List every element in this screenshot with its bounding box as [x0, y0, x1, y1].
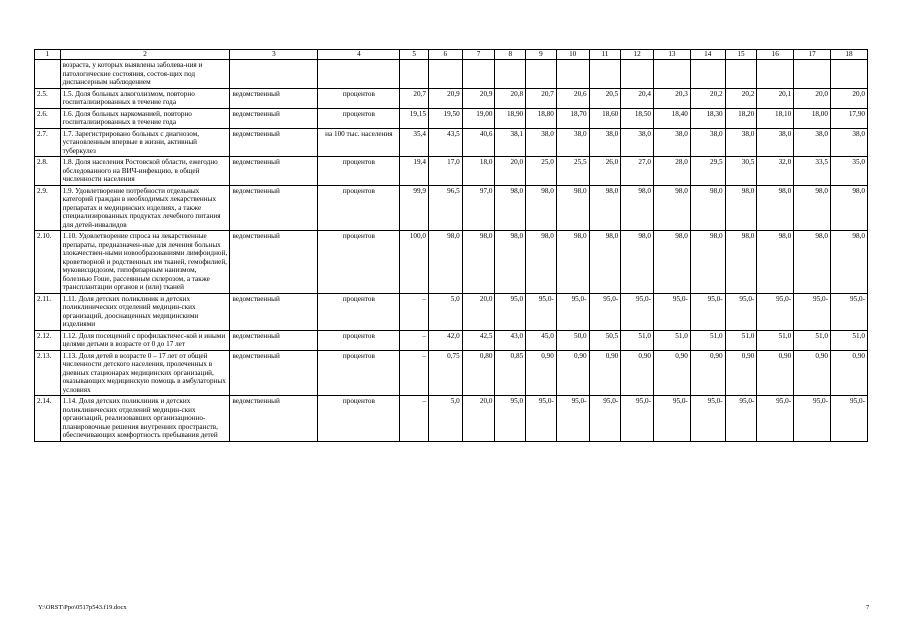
column-header-17: 17 — [794, 50, 831, 60]
value-cell: 18,30 — [690, 108, 725, 128]
value-cell: 43,0 — [495, 330, 526, 350]
value-cell: 95,0- — [654, 293, 691, 330]
indicator-name-cell: 1.12. Доля посещений с профилактичес-кой и иными целями детьми в возрасте от 0 до 17 лет — [60, 330, 230, 350]
value-cell: 38,0 — [654, 128, 691, 157]
value-cell: 18,0 — [462, 157, 495, 186]
value-cell: 27,0 — [621, 157, 654, 186]
value-cell: 38,0 — [690, 128, 725, 157]
value-cell: – — [400, 293, 429, 330]
unit-cell: процентов — [318, 88, 400, 108]
indicators-table — [34, 49, 868, 442]
value-cell: 0,90 — [621, 350, 654, 396]
value-cell: 25,0 — [526, 157, 557, 186]
value-cell: 95,0- — [830, 293, 867, 330]
value-cell: 51,0 — [757, 330, 794, 350]
value-cell: 95,0- — [690, 396, 725, 442]
value-cell: 42,0 — [428, 330, 462, 350]
value-cell: 0,75 — [428, 350, 462, 396]
value-cell: 50,0 — [556, 330, 589, 350]
table-row — [35, 88, 868, 108]
value-cell: 5,0 — [428, 293, 462, 330]
value-cell — [428, 60, 462, 89]
value-cell: 95,0 — [495, 293, 526, 330]
value-cell: 5,0 — [428, 396, 462, 442]
value-cell: 20,0 — [462, 396, 495, 442]
value-cell: 38,0 — [757, 128, 794, 157]
value-cell: 98,0 — [690, 231, 725, 294]
value-cell: 0,90 — [654, 350, 691, 396]
column-header-11: 11 — [589, 50, 621, 60]
value-cell: 95,0- — [654, 396, 691, 442]
indicator-name-cell: 1.8. Доля населения Ростовской области, ежегодно обследованного на ВИЧ-инфекцию, в общей численности населения — [60, 157, 230, 186]
value-cell: 98,0 — [556, 185, 589, 231]
column-header-3: 3 — [230, 50, 318, 60]
value-cell: 98,0 — [526, 231, 557, 294]
value-cell: 0,90 — [794, 350, 831, 396]
value-cell: 95,0- — [725, 396, 757, 442]
value-cell: 20,0 — [794, 88, 831, 108]
row-number-cell: 2.7. — [35, 128, 61, 157]
value-cell — [462, 60, 495, 89]
value-cell: 38,0 — [621, 128, 654, 157]
unit-cell: процентов — [318, 330, 400, 350]
value-cell: 0,90 — [556, 350, 589, 396]
value-cell: – — [400, 350, 429, 396]
value-cell: 38,0 — [556, 128, 589, 157]
data-source-cell: ведомственный — [230, 293, 318, 330]
value-cell: 19,00 — [462, 108, 495, 128]
value-cell: 0,90 — [526, 350, 557, 396]
value-cell: 98,0 — [462, 231, 495, 294]
column-header-6: 6 — [428, 50, 462, 60]
value-cell: 98,0 — [654, 231, 691, 294]
row-number-cell: 2.12. — [35, 330, 61, 350]
value-cell: 98,0 — [725, 231, 757, 294]
value-cell: 0,80 — [462, 350, 495, 396]
value-cell: 95,0- — [830, 396, 867, 442]
value-cell: 38,0 — [830, 128, 867, 157]
value-cell: 20,3 — [654, 88, 691, 108]
value-cell: 51,0 — [690, 330, 725, 350]
indicator-name-cell: 1.6. Доля больных наркоманией, повторно госпитализированных в течение года — [60, 108, 230, 128]
value-cell: 38,0 — [589, 128, 621, 157]
column-header-13: 13 — [654, 50, 691, 60]
value-cell: 20,0 — [462, 293, 495, 330]
value-cell: 18,90 — [495, 108, 526, 128]
column-header-9: 9 — [526, 50, 557, 60]
table-row — [35, 108, 868, 128]
row-number-cell: 2.8. — [35, 157, 61, 186]
value-cell: 29,5 — [690, 157, 725, 186]
value-cell: 32,0 — [757, 157, 794, 186]
data-source-cell: ведомственный — [230, 231, 318, 294]
value-cell: 30,5 — [725, 157, 757, 186]
column-header-15: 15 — [725, 50, 757, 60]
indicator-name-cell: 1.7. Зарегистрировано больных с диагнозом, установленным впервые в жизни, активный туберкулез — [60, 128, 230, 157]
table-row — [35, 185, 868, 231]
footer-file-path: Y:\ORST\Ppo\0517p543.f19.docx — [38, 604, 127, 611]
page-number: 7 — [866, 604, 870, 611]
value-cell: 20,5 — [589, 88, 621, 108]
value-cell: 18,10 — [757, 108, 794, 128]
value-cell: 95,0- — [589, 293, 621, 330]
value-cell: 17,90 — [830, 108, 867, 128]
row-number-cell: 2.10. — [35, 231, 61, 294]
table-row — [35, 157, 868, 186]
value-cell: 45,0 — [526, 330, 557, 350]
value-cell: 95,0- — [690, 293, 725, 330]
unit-cell: процентов — [318, 108, 400, 128]
value-cell: 95,0- — [794, 396, 831, 442]
data-source-cell — [230, 60, 318, 89]
data-source-cell: ведомственный — [230, 350, 318, 396]
table-row — [35, 396, 868, 442]
value-cell: 98,0 — [690, 185, 725, 231]
table-body — [35, 60, 868, 442]
value-cell: 0,90 — [589, 350, 621, 396]
value-cell: 20,1 — [757, 88, 794, 108]
value-cell: 20,8 — [495, 88, 526, 108]
table-row — [35, 128, 868, 157]
value-cell: 35,4 — [400, 128, 429, 157]
row-number-cell: 2.13. — [35, 350, 61, 396]
data-source-cell: ведомственный — [230, 128, 318, 157]
value-cell: 51,0 — [725, 330, 757, 350]
row-number-cell: 2.11. — [35, 293, 61, 330]
value-cell: 95,0- — [556, 293, 589, 330]
value-cell — [589, 60, 621, 89]
indicator-name-cell: возраста, у которых выявлены заболева-ния и патологические состояния, состоя-щих под диспансерным наблюдением — [60, 60, 230, 89]
value-cell: 98,0 — [794, 231, 831, 294]
value-cell: 38,0 — [794, 128, 831, 157]
value-cell: 18,40 — [654, 108, 691, 128]
value-cell: 99,9 — [400, 185, 429, 231]
value-cell: – — [400, 330, 429, 350]
value-cell: 95,0- — [725, 293, 757, 330]
value-cell: 51,0 — [654, 330, 691, 350]
value-cell — [495, 60, 526, 89]
value-cell: 100,0 — [400, 231, 429, 294]
value-cell — [621, 60, 654, 89]
value-cell: 95,0- — [556, 396, 589, 442]
column-header-8: 8 — [495, 50, 526, 60]
value-cell: 98,0 — [428, 231, 462, 294]
value-cell: 98,0 — [556, 231, 589, 294]
value-cell: 98,0 — [621, 185, 654, 231]
header-row — [35, 50, 868, 60]
value-cell: 20,4 — [621, 88, 654, 108]
column-header-7: 7 — [462, 50, 495, 60]
value-cell: 51,0 — [830, 330, 867, 350]
value-cell: 19,15 — [400, 108, 429, 128]
value-cell: 0,85 — [495, 350, 526, 396]
value-cell: 38,0 — [526, 128, 557, 157]
value-cell: 98,0 — [830, 231, 867, 294]
column-header-4: 4 — [318, 50, 400, 60]
value-cell: 20,2 — [725, 88, 757, 108]
value-cell: 98,0 — [589, 185, 621, 231]
value-cell: 20,7 — [526, 88, 557, 108]
value-cell: 42,5 — [462, 330, 495, 350]
value-cell: 18,60 — [589, 108, 621, 128]
value-cell: 95,0- — [589, 396, 621, 442]
value-cell: 38,1 — [495, 128, 526, 157]
row-number-cell: 2.6. — [35, 108, 61, 128]
table-row — [35, 330, 868, 350]
value-cell — [830, 60, 867, 89]
value-cell: 35,0 — [830, 157, 867, 186]
value-cell: 50,5 — [589, 330, 621, 350]
value-cell: 20,7 — [400, 88, 429, 108]
value-cell: 95,0- — [757, 293, 794, 330]
value-cell: 98,0 — [794, 185, 831, 231]
value-cell: 97,0 — [462, 185, 495, 231]
value-cell: 95,0 — [495, 396, 526, 442]
row-number-cell — [35, 60, 61, 89]
data-source-cell: ведомственный — [230, 330, 318, 350]
value-cell: – — [400, 396, 429, 442]
row-number-cell: 2.14. — [35, 396, 61, 442]
table-row — [35, 231, 868, 294]
indicator-name-cell: 1.9. Удовлетворение потребности отдельных категорий граждан в необходимых лекарственных препаратах и медицинских изделиях, а также специализированных продуктах лечебного питания для детей-инвалидов — [60, 185, 230, 231]
value-cell: 51,0 — [794, 330, 831, 350]
value-cell: 95,0- — [526, 293, 557, 330]
value-cell: 0,90 — [830, 350, 867, 396]
value-cell: 17,0 — [428, 157, 462, 186]
value-cell: 95,0- — [526, 396, 557, 442]
column-header-5: 5 — [400, 50, 429, 60]
value-cell: 43,5 — [428, 128, 462, 157]
column-header-2: 2 — [60, 50, 230, 60]
value-cell: 18,00 — [794, 108, 831, 128]
value-cell: 98,0 — [725, 185, 757, 231]
value-cell: 0,90 — [690, 350, 725, 396]
unit-cell: процентов — [318, 231, 400, 294]
value-cell: 18,50 — [621, 108, 654, 128]
value-cell: 51,0 — [621, 330, 654, 350]
value-cell: 38,0 — [725, 128, 757, 157]
value-cell: 33,5 — [794, 157, 831, 186]
value-cell: 25,5 — [556, 157, 589, 186]
data-source-cell: ведомственный — [230, 157, 318, 186]
value-cell: 98,0 — [830, 185, 867, 231]
indicator-name-cell: 1.5. Доля больных алкоголизмом, повторно госпитализированных в течение года — [60, 88, 230, 108]
value-cell: 98,0 — [526, 185, 557, 231]
value-cell — [526, 60, 557, 89]
indicator-name-cell: 1.11. Доля детских поликлиник и детских поликлинических отделений медицин-ских организаций, дооснащенных медицинскими изделиями — [60, 293, 230, 330]
data-source-cell: ведомственный — [230, 88, 318, 108]
column-header-14: 14 — [690, 50, 725, 60]
unit-cell: процентов — [318, 293, 400, 330]
value-cell: 0,90 — [725, 350, 757, 396]
value-cell: 98,0 — [654, 185, 691, 231]
value-cell: 18,80 — [526, 108, 557, 128]
value-cell — [690, 60, 725, 89]
value-cell — [400, 60, 429, 89]
value-cell: 20,0 — [495, 157, 526, 186]
unit-cell: на 100 тыс. населения — [318, 128, 400, 157]
value-cell: 98,0 — [757, 231, 794, 294]
row-number-cell: 2.5. — [35, 88, 61, 108]
value-cell: 20,6 — [556, 88, 589, 108]
value-cell: 98,0 — [621, 231, 654, 294]
value-cell: 95,0- — [621, 293, 654, 330]
unit-cell: процентов — [318, 396, 400, 442]
table-row — [35, 60, 868, 89]
value-cell: 20,9 — [428, 88, 462, 108]
table-row — [35, 350, 868, 396]
column-header-16: 16 — [757, 50, 794, 60]
value-cell: 28,0 — [654, 157, 691, 186]
indicator-name-cell: 1.10. Удовлетворение спроса на лекарственные препараты, предназначен-ные для лечения больных злокачествен-ными новообразованиями лимфоидной, кроветворной и родственных им тканей, гемофилией, муковисцидозом, гипофизарным нанизмом, болезнью Гоше, рассеянным склерозом, а также трансплантации органов и (или) тканей — [60, 231, 230, 294]
column-header-12: 12 — [621, 50, 654, 60]
value-cell: 98,0 — [495, 185, 526, 231]
value-cell: 98,0 — [589, 231, 621, 294]
value-cell: 98,0 — [757, 185, 794, 231]
value-cell: 20,0 — [830, 88, 867, 108]
value-cell — [725, 60, 757, 89]
value-cell — [757, 60, 794, 89]
value-cell: 96,5 — [428, 185, 462, 231]
unit-cell: процентов — [318, 185, 400, 231]
value-cell: 19,50 — [428, 108, 462, 128]
value-cell: 18,70 — [556, 108, 589, 128]
unit-cell — [318, 60, 400, 89]
value-cell: 18,20 — [725, 108, 757, 128]
value-cell: 20,2 — [690, 88, 725, 108]
value-cell: 0,90 — [757, 350, 794, 396]
value-cell: 98,0 — [495, 231, 526, 294]
data-source-cell: ведомственный — [230, 108, 318, 128]
column-header-1: 1 — [35, 50, 61, 60]
unit-cell: процентов — [318, 350, 400, 396]
value-cell: 95,0- — [794, 293, 831, 330]
value-cell: 19,4 — [400, 157, 429, 186]
indicator-name-cell: 1.13. Доля детей в возрасте 0 – 17 лет от общей численности детского населения, пролеченных в дневных стационарах медицинских организаций, оказывающих медицинскую помощь в амбулаторных условиях — [60, 350, 230, 396]
value-cell: 95,0- — [757, 396, 794, 442]
value-cell: 20,9 — [462, 88, 495, 108]
value-cell — [654, 60, 691, 89]
value-cell: 95,0- — [621, 396, 654, 442]
value-cell: 40,6 — [462, 128, 495, 157]
column-header-18: 18 — [830, 50, 867, 60]
value-cell — [794, 60, 831, 89]
column-header-10: 10 — [556, 50, 589, 60]
table-row — [35, 293, 868, 330]
value-cell: 26,0 — [589, 157, 621, 186]
data-source-cell: ведомственный — [230, 396, 318, 442]
value-cell — [556, 60, 589, 89]
data-source-cell: ведомственный — [230, 185, 318, 231]
unit-cell: процентов — [318, 157, 400, 186]
indicator-name-cell: 1.14. Доля детских поликлиник и детских поликлинических отделений медицин-ских организаций, реализовавших организационно-планировочные решения внутренних пространств, обеспечивающих комфортность пребывания детей — [60, 396, 230, 442]
row-number-cell: 2.9. — [35, 185, 61, 231]
